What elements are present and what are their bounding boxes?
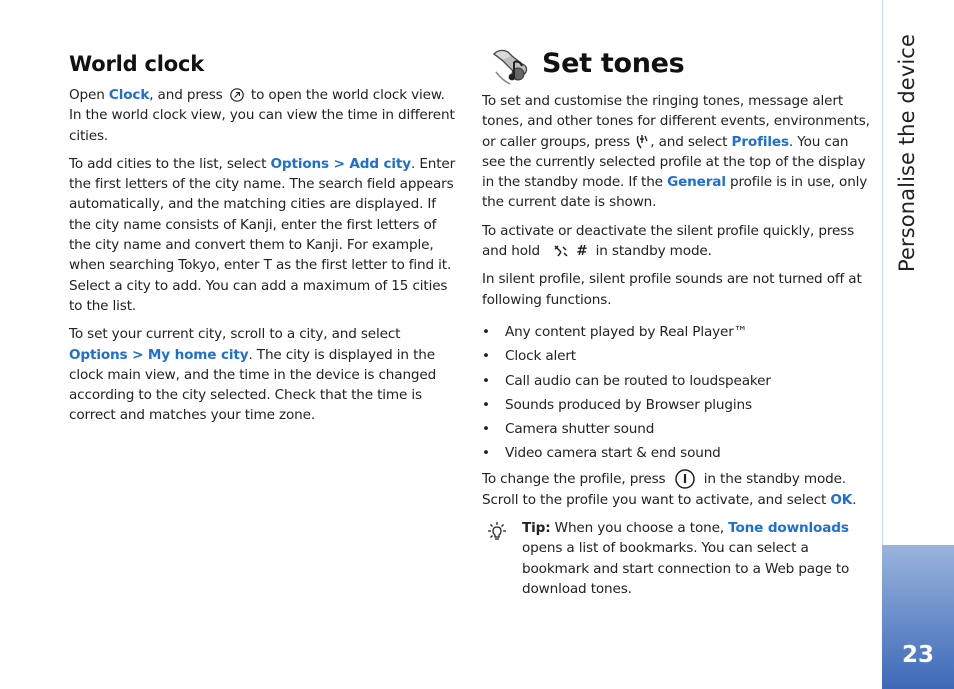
tip-paragraph: Tip: When you choose a tone, Tone downloads opens a list of bookmarks. You can select a bookmark and start connection to a Web page to download tones.: [482, 518, 870, 599]
set-tones-heading: Set tones: [542, 48, 685, 79]
ok-link: OK: [830, 491, 853, 508]
options-my-home-city-link: Options > My home city: [69, 346, 249, 363]
world-clock-paragraph-1: Open Clock, and press to open the world clock view. In the world clock view, you can view the time in different cities.: [69, 87, 455, 144]
page-number: 23: [901, 642, 934, 668]
options-add-city-link: Options > Add city: [270, 155, 411, 172]
tone-downloads-link: Tone downloads: [728, 520, 849, 537]
list-item: • Video camera start & end sound: [482, 443, 870, 463]
power-key-icon: [674, 468, 696, 490]
world-clock-paragraph-3: To set your current city, scroll to a city, and select Options > My home city. The city is displayed in the clock main view, and the time in the device is changed according to the city selected. Check that the time is correct and matches your time zone.: [69, 326, 437, 424]
menu-key-icon: [634, 133, 650, 151]
clock-link: Clock: [108, 87, 150, 103]
list-item: • Camera shutter sound: [482, 419, 870, 439]
set-tones-paragraph-2: To activate or deactivate the silent profile quickly, press and hold # in standby mode.: [482, 222, 855, 260]
world-clock-paragraph-2: To add cities to the list, select Options > Add city. Enter the first letters of the city name. The search field appears automatically, and the matching cities are displayed. If the city name consists of Kanji, enter the first letters of the city name and convert them to Kanji. For example, when searching Tokyo, enter T as the first letter to find it. Select a city to add. You can add a maximum of 15 cities to the list.: [69, 155, 456, 314]
tip-label: Tip:: [522, 520, 551, 537]
list-item: • Clock alert: [482, 346, 870, 366]
list-item: • Sounds produced by Browser plugins: [482, 395, 870, 415]
set-tones-paragraph-4: To change the profile, press in the standby mode. Scroll to the profile you want to activate, and select OK.: [482, 468, 870, 510]
silent-functions-list: [482, 322, 870, 463]
section-title: [895, 228, 919, 272]
general-link: General: [667, 174, 726, 191]
list-item: • Any content played by Real Player™: [482, 322, 870, 342]
hash-key: #: [576, 243, 588, 260]
silent-bell-icon: [552, 244, 570, 258]
lightbulb-icon: [484, 518, 510, 544]
world-clock-heading: World clock: [69, 52, 205, 76]
set-tones-paragraph-1: To set and customise the ringing tones, message alert tones, and other tones for different events, environments, or caller groups, press , and select Profiles. You can see the currently selected profile at the top of the display in the standby mode. If the General profile is in use, only the current date is shown.: [482, 93, 870, 211]
scroll-key-icon: [229, 87, 245, 103]
tones-icon: [488, 44, 532, 88]
list-item: • Call audio can be routed to loudspeaker: [482, 371, 870, 391]
profiles-link: Profiles: [731, 133, 789, 150]
set-tones-paragraph-3: In silent profile, silent profile sounds are not turned off at following functions.: [482, 271, 862, 308]
